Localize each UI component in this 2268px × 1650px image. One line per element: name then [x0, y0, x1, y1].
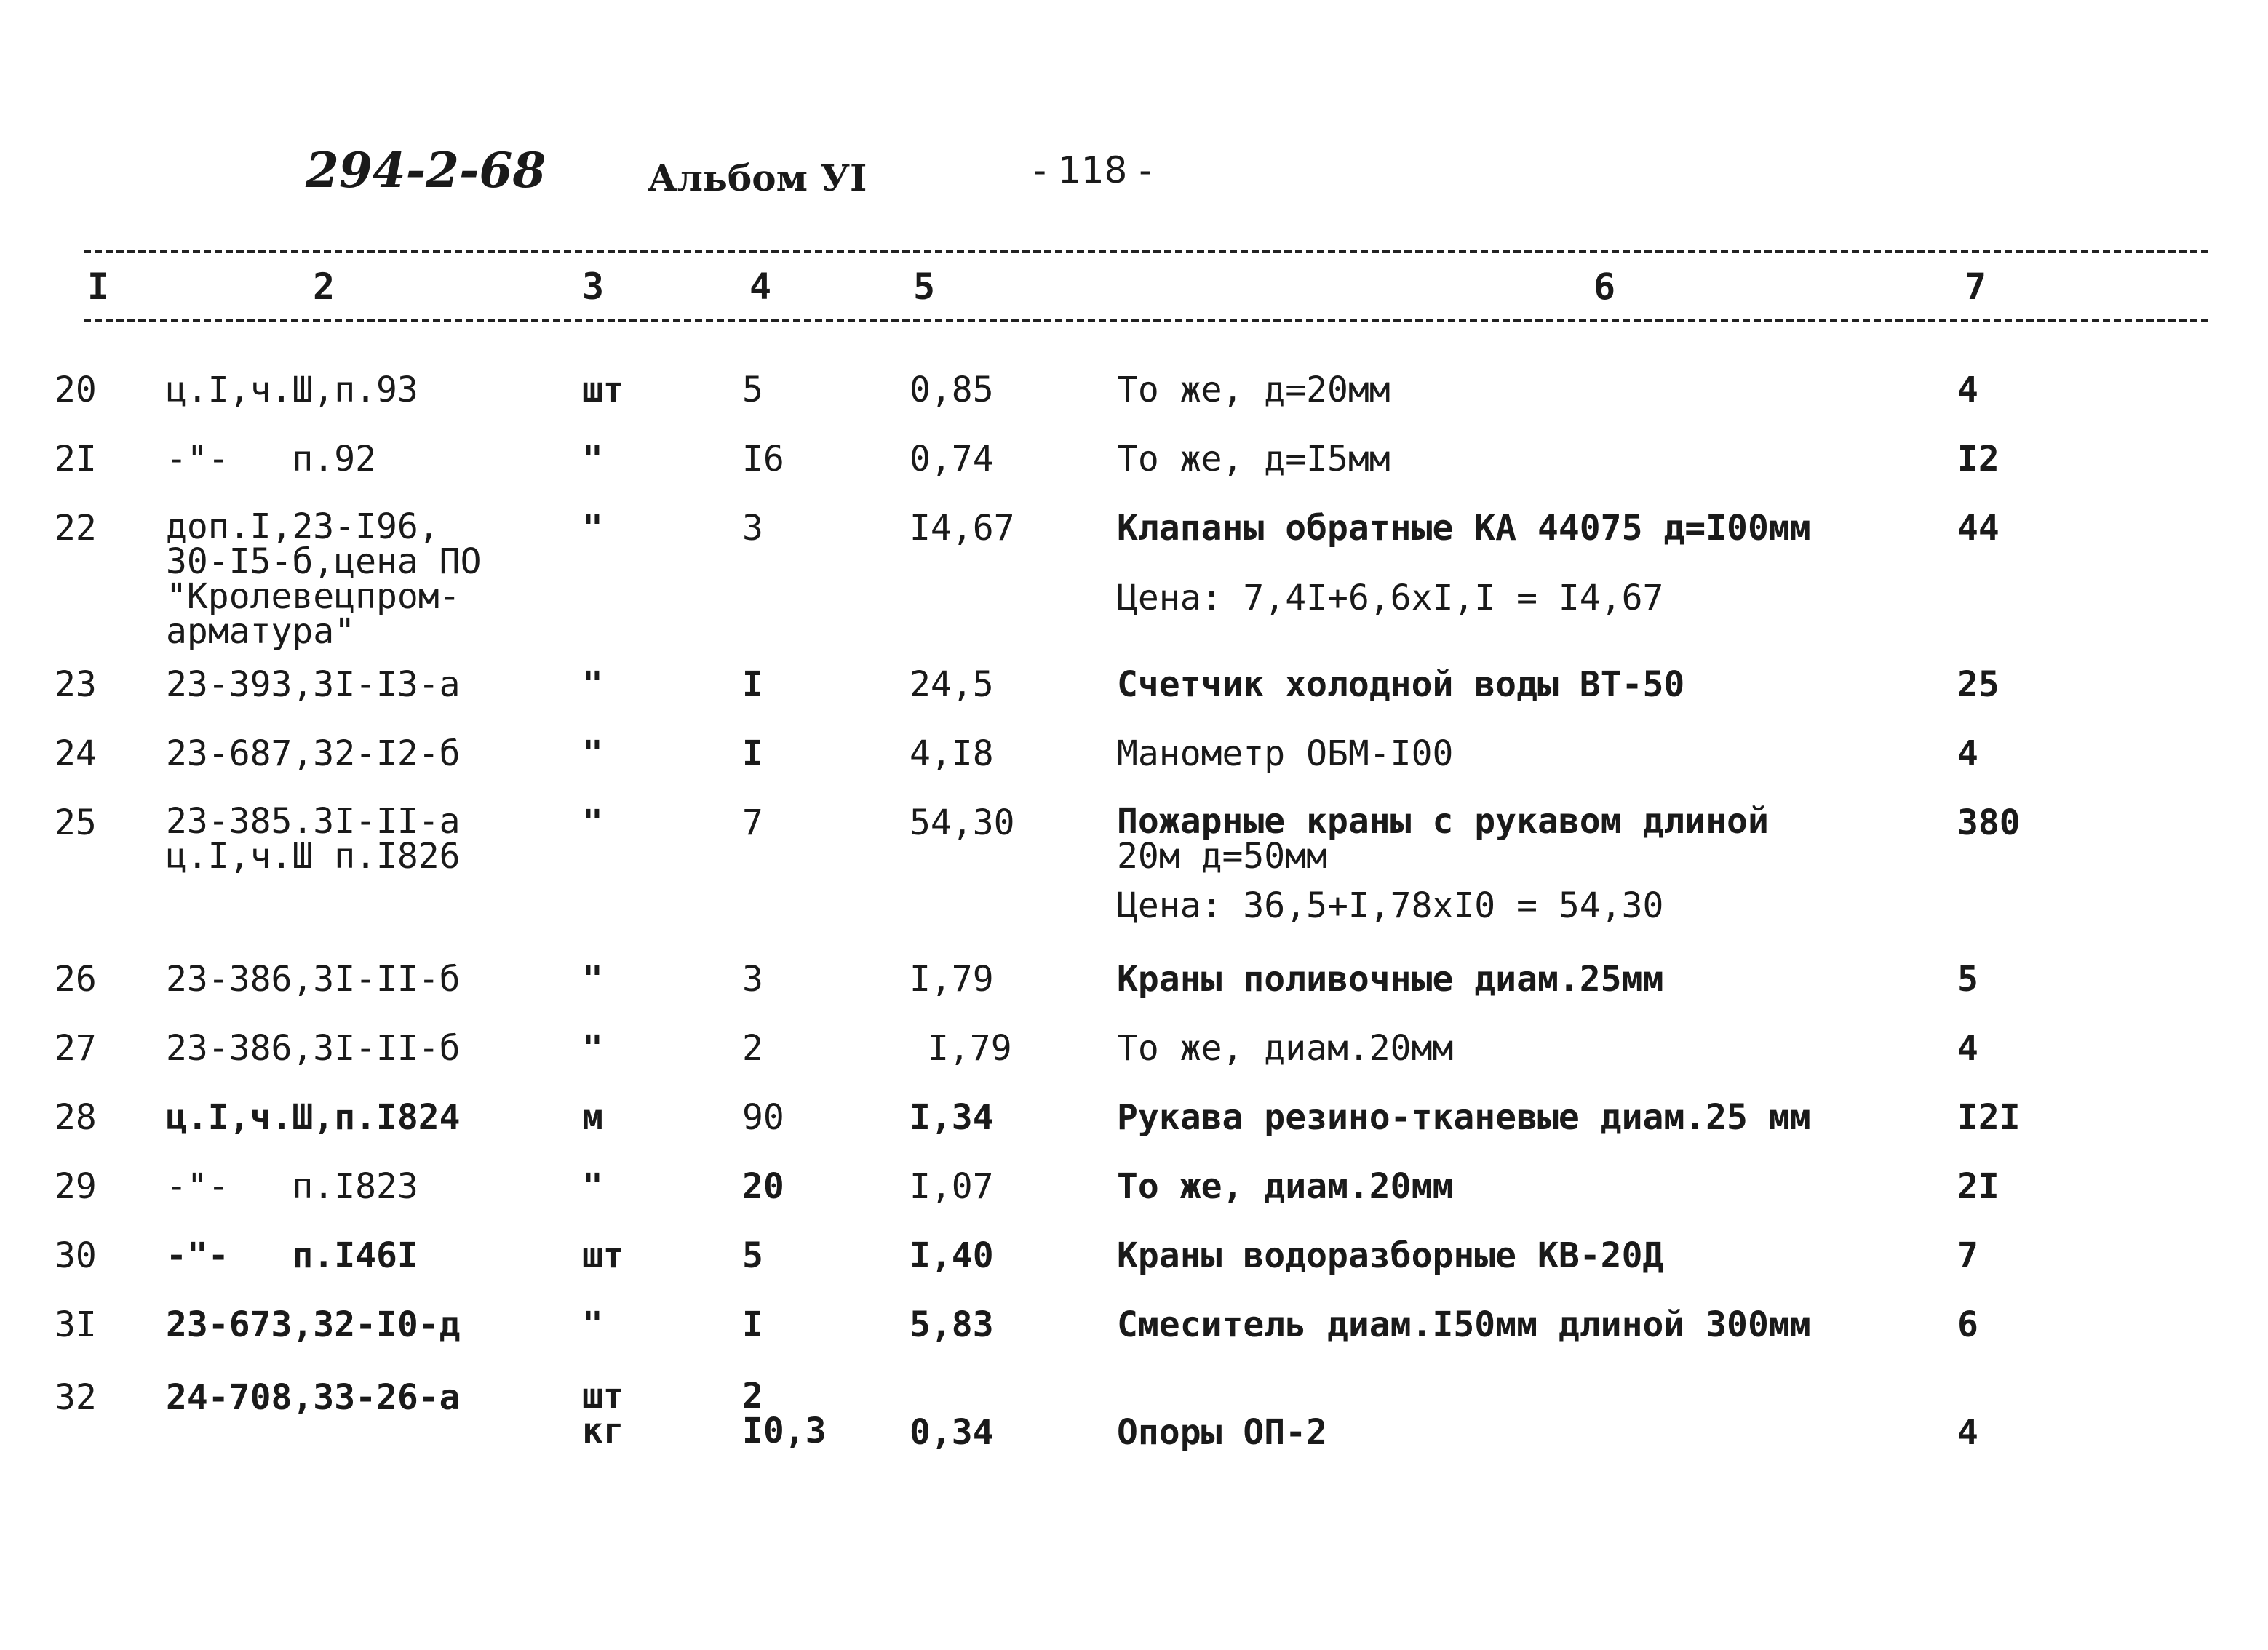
row-total: 5: [1957, 959, 1978, 1000]
row-quantity: 20: [742, 1166, 784, 1207]
row-quantity: I: [742, 733, 763, 774]
row-description-block: [1117, 509, 1811, 617]
dashed-rule-bottom: [84, 319, 2208, 322]
row-description: Опоры ОП-2: [1117, 1412, 1327, 1453]
row-reference-block: [166, 506, 482, 652]
row-description: Смеситель диам.I50мм длиной 300мм: [1117, 1304, 1811, 1345]
row-unit: ": [582, 802, 603, 843]
row-unit: ": [582, 439, 603, 479]
row-total: 2I: [1957, 1166, 2000, 1207]
row-quantity: I: [742, 664, 763, 705]
row-number: 27: [55, 1028, 97, 1069]
row-quantity: I: [742, 1304, 763, 1345]
row-total: 380: [1957, 802, 2021, 843]
document-code: 294-2-68: [306, 142, 546, 199]
row-reference: 23-673,32-I0-д: [166, 1304, 461, 1345]
row-unit: шт: [582, 1376, 624, 1416]
row-unit: шт: [582, 370, 624, 410]
row-description: То же, д=20мм: [1117, 370, 1390, 410]
row-description-line: 20м д=50мм: [1117, 836, 1327, 877]
row-total: 4: [1957, 1028, 1978, 1069]
row-reference-line: 23-385.3I-II-а: [166, 801, 461, 842]
row-reference-line: "Кролевецпром-: [166, 576, 461, 617]
row-number: 2I: [55, 439, 97, 479]
row-number: 3I: [55, 1304, 97, 1345]
row-unit: ": [582, 1304, 603, 1345]
row-price: I4,67: [910, 508, 1015, 549]
row-price: 0,74: [910, 439, 994, 479]
row-quantity: I6: [742, 439, 784, 479]
row-quantity: 3: [742, 959, 763, 1000]
row-number: 20: [55, 370, 97, 410]
row-price-note: Цена: 36,5+I,78хI0 = 54,30: [1117, 885, 1664, 926]
row-description: То же, д=I5мм: [1117, 439, 1390, 479]
row-description: Клапаны обратные КА 44075 д=I00мм: [1117, 508, 1811, 549]
row-reference: -"- п.I823: [166, 1166, 418, 1207]
row-description: Краны поливочные диам.25мм: [1117, 959, 1664, 1000]
row-quantity-block: [742, 1376, 827, 1451]
row-number: 22: [55, 508, 97, 549]
row-quantity: 5: [742, 1235, 763, 1276]
row-description: Пожарные краны с рукавом длиной: [1117, 801, 1769, 842]
row-reference: 23-386,3I-II-б: [166, 1028, 461, 1069]
row-unit: ": [582, 508, 603, 549]
row-reference: 23-687,32-I2-б: [166, 733, 461, 774]
row-reference-line: ц.I,ч.Ш п.I826: [166, 836, 461, 877]
page-number: - 118 -: [1033, 149, 1153, 191]
row-unit: ": [582, 1028, 603, 1069]
row-total: 7: [1957, 1235, 1978, 1276]
row-reference: 24-708,33-26-а: [166, 1377, 461, 1418]
dashed-rule-top: [84, 250, 2208, 253]
column-header-5: 5: [913, 266, 936, 308]
row-description: То же, диам.20мм: [1117, 1028, 1454, 1069]
row-unit: м: [582, 1097, 603, 1138]
row-price: I,79: [910, 959, 994, 1000]
row-quantity: 2: [742, 1028, 763, 1069]
row-reference: 23-386,3I-II-б: [166, 959, 461, 1000]
row-description: То же, диам.20мм: [1117, 1166, 1454, 1207]
row-reference-line: арматура": [166, 611, 356, 652]
row-reference-line: доп.I,23-I96,: [166, 506, 439, 547]
row-total: I2I: [1957, 1097, 2021, 1138]
row-quantity: 90: [742, 1097, 784, 1138]
row-unit: шт: [582, 1235, 624, 1276]
row-number: 25: [55, 802, 97, 843]
row-quantity: 5: [742, 370, 763, 410]
row-description: Манометр ОБМ-I00: [1117, 733, 1454, 774]
row-price: 4,I8: [910, 733, 994, 774]
row-reference: -"- п.I46I: [166, 1235, 418, 1276]
row-unit: кг: [582, 1411, 624, 1451]
row-description-block: [1117, 801, 1769, 926]
row-number: 24: [55, 733, 97, 774]
column-header-1: I: [87, 266, 110, 308]
row-unit-block: [582, 1376, 624, 1451]
row-price: 54,30: [910, 802, 1015, 843]
column-header-2: 2: [313, 266, 335, 308]
row-total: 4: [1957, 1412, 1978, 1453]
column-header-7: 7: [1965, 266, 1987, 308]
row-quantity: 7: [742, 802, 763, 843]
row-number: 26: [55, 959, 97, 1000]
row-price: 0,85: [910, 370, 994, 410]
row-unit: ": [582, 664, 603, 705]
row-reference: 23-393,3I-I3-а: [166, 664, 461, 705]
row-description: Краны водоразборные КВ-20Д: [1117, 1235, 1664, 1276]
column-header-3: 3: [582, 266, 605, 308]
row-number: 32: [55, 1377, 97, 1418]
row-reference: -"- п.92: [166, 439, 376, 479]
row-total: 4: [1957, 733, 1978, 774]
row-price: I,34: [910, 1097, 994, 1138]
row-description: Рукава резино-тканевые диам.25 мм: [1117, 1097, 1811, 1138]
row-number: 29: [55, 1166, 97, 1207]
row-price-note: Цена: 7,4I+6,6хI,I = I4,67: [1117, 578, 1664, 618]
column-header-6: 6: [1593, 266, 1616, 308]
row-number: 30: [55, 1235, 97, 1276]
row-price: 5,83: [910, 1304, 994, 1345]
row-price: I,79: [928, 1028, 1012, 1069]
row-total: 6: [1957, 1304, 1978, 1345]
row-price: 0,34: [910, 1412, 994, 1453]
row-unit: ": [582, 733, 603, 774]
row-quantity: 3: [742, 508, 763, 549]
row-reference-line: 30-I5-б,цена ПО: [166, 541, 482, 582]
row-total: 44: [1957, 508, 2000, 549]
album-title: Альбом УI: [648, 156, 867, 199]
row-quantity: 2: [742, 1376, 763, 1416]
row-quantity: I0,3: [742, 1411, 827, 1451]
row-price: I,40: [910, 1235, 994, 1276]
row-description: Счетчик холодной воды ВТ-50: [1117, 664, 1685, 705]
row-price: 24,5: [910, 664, 994, 705]
row-unit: ": [582, 959, 603, 1000]
row-total: I2: [1957, 439, 2000, 479]
row-total: 25: [1957, 664, 2000, 705]
row-reference-block: [166, 801, 461, 877]
row-reference: ц.I,ч.Ш,п.93: [166, 370, 418, 410]
row-number: 28: [55, 1097, 97, 1138]
row-total: 4: [1957, 370, 1978, 410]
row-unit: ": [582, 1166, 603, 1207]
row-price: I,07: [910, 1166, 994, 1207]
column-header-4: 4: [749, 266, 772, 308]
row-reference: ц.I,ч.Ш,п.I824: [166, 1097, 461, 1138]
row-number: 23: [55, 664, 97, 705]
